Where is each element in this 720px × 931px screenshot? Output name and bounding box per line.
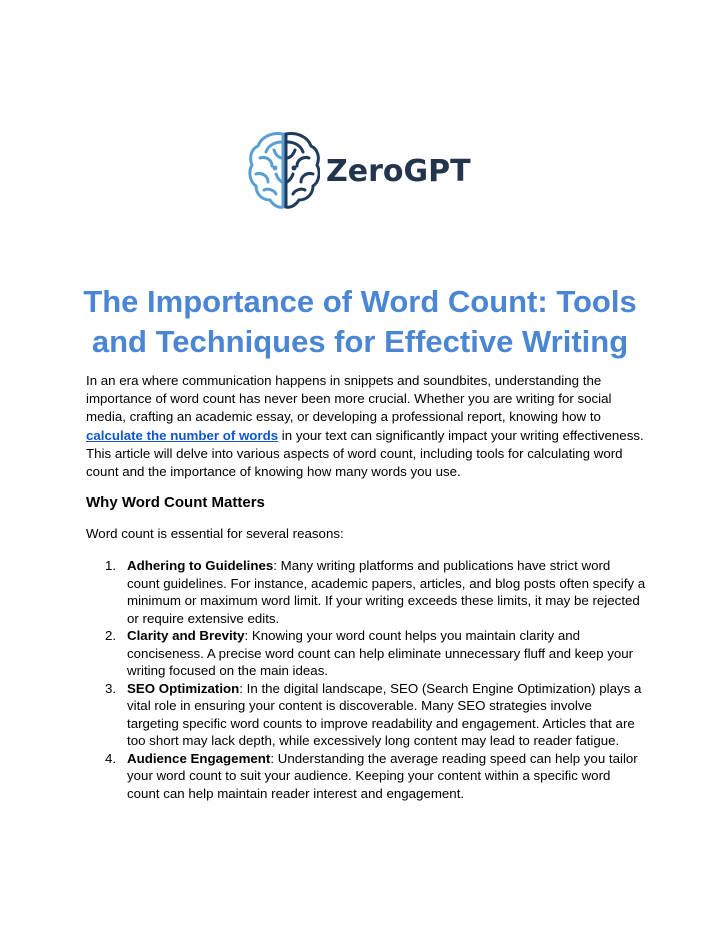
list-text: : Many writing platforms and publications have strict word count guidelines. For instance, academic papers, articles, and blog posts often specify a minimum or maximum word limit. If your writing exceeds these limits, it may be rejected or require extensive edits. (127, 558, 646, 626)
logo-text: ZeroGPT (326, 153, 471, 189)
list-item (86, 557, 646, 627)
list-text: : In the digital landscape, SEO (Search Engine Optimization) plays a vital role in ensuring your content is discoverable. Many SEO strategies involve targeting specific word counts to improve readability and engagement. Articles that are too short may lack depth, while excessively long content may lead to reader fatigue. (127, 680, 642, 748)
list-number: 4. (105, 750, 117, 766)
list-item (86, 750, 646, 803)
intro-paragraph (86, 372, 646, 481)
calculate-words-link[interactable]: calculate the number of words (86, 427, 279, 443)
lead-paragraph: Word count is essential for several reasons: (86, 526, 344, 541)
list-item (86, 627, 646, 680)
list-text: : Knowing your word count helps you maintain clarity and conciseness. A precise word count can help eliminate unnecessary fluff and keep your writing focused on the main ideas. (127, 628, 634, 678)
list-term: Adhering to Guidelines (127, 558, 274, 573)
intro-text-start: In an era where communication happens in snippets and soundbites, understanding the importance of word count has never been more crucial. Whether you are writing for social media, crafting an academic essay, or developing a professional report, knowing how to (86, 373, 612, 425)
zerogpt-logo (248, 126, 471, 216)
list-term: Clarity and Brevity (127, 628, 245, 643)
list-number: 1. (105, 558, 117, 573)
list-text: : Understanding the average reading speed can help you tailor your word count to suit your audience. Keeping your content within a specific word count can help maintain reader interest and engagement. (127, 750, 638, 801)
reasons-list (86, 557, 646, 802)
section-heading: Why Word Count Matters (86, 494, 265, 511)
page-title: The Importance of Word Count: Tools and Techniques for Effective Writing (83, 284, 637, 359)
brain-icon (248, 128, 320, 214)
list-term: Audience Engagement (127, 750, 271, 766)
list-number: 2. (105, 628, 117, 643)
list-term: SEO Optimization (127, 680, 240, 696)
intro-text-end: in your text can significantly impact your writing effectiveness. This article will delve into various aspects of word count, including tools for calculating word count and the importance of knowing how many words you use. (86, 427, 644, 480)
list-number: 3. (105, 680, 117, 696)
list-item (86, 680, 646, 750)
